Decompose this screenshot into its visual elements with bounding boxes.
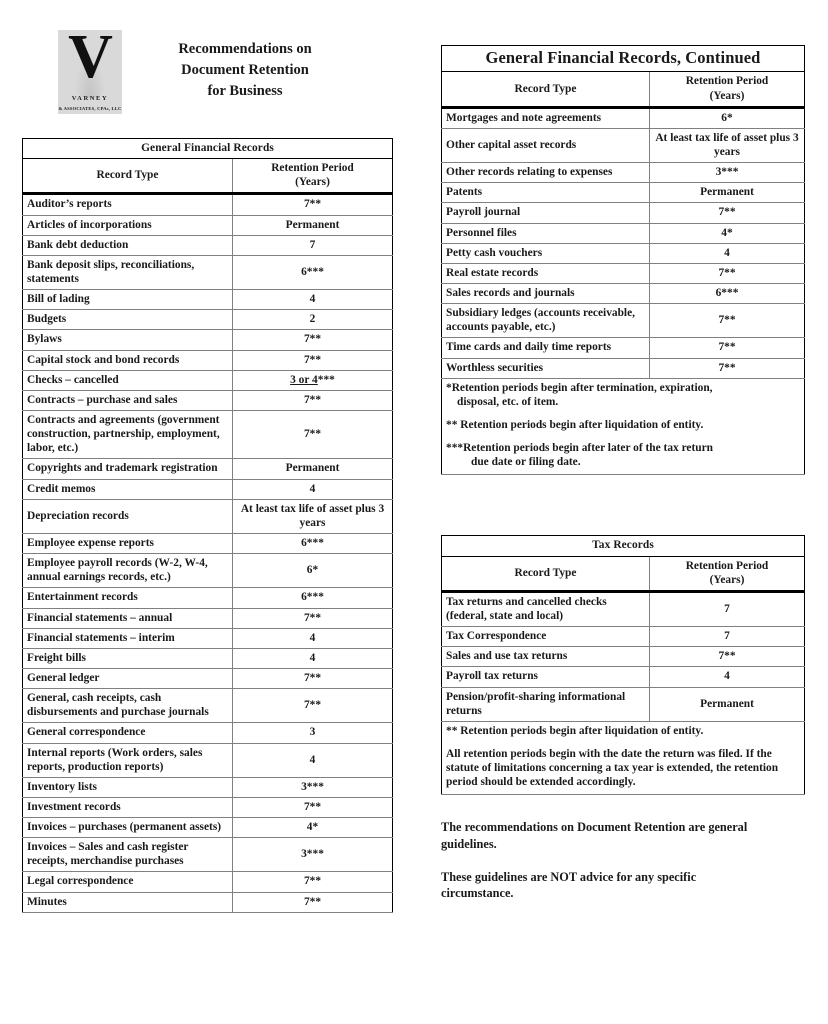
cell-retention-period: 3*** [650, 163, 805, 183]
cell-retention-period: Permanent [233, 459, 393, 479]
header-retention-period [650, 556, 805, 591]
table-row [442, 223, 805, 243]
cell-retention-period: 7 [233, 235, 393, 255]
cell-retention-period: 4* [650, 223, 805, 243]
cell-record-type: Budgets [23, 310, 233, 330]
header-retention-line2: (Years) [295, 176, 330, 189]
cell-retention-period: 6*** [233, 588, 393, 608]
tables-gap [441, 475, 804, 535]
cell-record-type: Bank debt deduction [23, 235, 233, 255]
footnote-triple-line2: due date or filing date. [471, 456, 581, 469]
closing-note [441, 819, 771, 901]
cell-record-type: Bill of lading [23, 290, 233, 310]
table-tax-title: Tax Records [442, 536, 805, 556]
table-row [23, 838, 393, 872]
table-row [442, 667, 805, 687]
cell-record-type: Entertainment records [23, 588, 233, 608]
masthead [22, 30, 392, 138]
cell-record-type: Capital stock and bond records [23, 350, 233, 370]
cell-record-type: Bylaws [23, 330, 233, 350]
table-row [442, 627, 805, 647]
table-general-header-row [23, 159, 393, 194]
table-row [23, 628, 393, 648]
cell-retention-period: At least tax life of asset plus 3 years [650, 128, 805, 162]
header-retention-line2: (Years) [709, 573, 745, 586]
cell-record-type: Mortgages and note agreements [442, 107, 650, 128]
cell-retention-period: 7** [233, 330, 393, 350]
table-row [442, 591, 805, 626]
table-row [23, 255, 393, 289]
footnote-single-line2: disposal, etc. of item. [457, 395, 559, 408]
table-row [23, 310, 393, 330]
table-row [442, 107, 805, 128]
cell-record-type: Copyrights and trademark registration [23, 459, 233, 479]
header-record-type: Record Type [442, 72, 650, 107]
cell-record-type: Contracts and agreements (government construction, partnership, employment, labor, etc.) [23, 410, 233, 458]
cell-retention-period: 7 [650, 591, 805, 626]
cell-retention-period: 3*** [233, 777, 393, 797]
cell-record-type: General correspondence [23, 723, 233, 743]
table-row [442, 243, 805, 263]
table-row [23, 215, 393, 235]
cell-retention-period: Permanent [233, 215, 393, 235]
cell-record-type: Minutes [23, 892, 233, 912]
cell-retention-period: 4 [233, 628, 393, 648]
cell-record-type: Petty cash vouchers [442, 243, 650, 263]
table-continued-footnote-row [442, 378, 805, 475]
table-row [23, 892, 393, 912]
logo-letter-v: V [68, 30, 112, 91]
table-row [442, 183, 805, 203]
cell-record-type: Payroll tax returns [442, 667, 650, 687]
cell-record-type: Auditor’s reports [23, 194, 233, 215]
table-general-title: General Financial Records [23, 139, 393, 159]
cell-retention-period: 7** [650, 647, 805, 667]
cell-retention-period: 7** [233, 410, 393, 458]
cell-record-type: Articles of incorporations [23, 215, 233, 235]
header-record-type: Record Type [23, 159, 233, 194]
table-row [23, 777, 393, 797]
table-row [23, 235, 393, 255]
table-row [23, 743, 393, 777]
cell-record-type: Checks – cancelled [23, 370, 233, 390]
table-row [23, 410, 393, 458]
cell-retention-period: 7 [650, 627, 805, 647]
footnote-double-asterisk: ** Retention periods begin after liquidation of entity. [446, 418, 704, 431]
table-continued-title: General Financial Records, Continued [442, 46, 805, 72]
cell-retention-period: 7** [650, 358, 805, 378]
table-row [442, 687, 805, 721]
cell-record-type: Depreciation records [23, 499, 233, 533]
cell-record-type: Bank deposit slips, reconciliations, statements [23, 255, 233, 289]
cell-retention-period: 7** [650, 263, 805, 283]
cell-record-type: Investment records [23, 797, 233, 817]
table-row [23, 723, 393, 743]
cell-retention-period: 7** [233, 390, 393, 410]
table-row [23, 608, 393, 628]
footnote-single-asterisk [446, 381, 800, 409]
logo-firm-sub: & ASSOCIATES, CPAs, LLC [58, 106, 122, 111]
cell-record-type: Payroll journal [442, 203, 650, 223]
table-row [23, 290, 393, 310]
table-row [23, 370, 393, 390]
table-row [23, 194, 393, 215]
cell-retention-period: 7** [233, 689, 393, 723]
cell-record-type: Invoices – purchases (permanent assets) [23, 818, 233, 838]
header-retention-line2: (Years) [709, 89, 745, 102]
cell-retention-period: 4 [650, 243, 805, 263]
table-row [23, 390, 393, 410]
table-general-body [23, 139, 393, 194]
closing-line-2: These guidelines are NOT advice for any specific circumstance. [441, 869, 697, 901]
footnote-triple-asterisk [446, 441, 800, 469]
table-row [23, 554, 393, 588]
cell-retention-period: Permanent [650, 687, 805, 721]
table-tax-records [441, 535, 805, 795]
cell-record-type: Other records relating to expenses [442, 163, 650, 183]
cell-record-type: Financial statements – interim [23, 628, 233, 648]
table-row [23, 872, 393, 892]
cell-record-type: Tax returns and cancelled checks (federal, state and local) [442, 591, 650, 626]
table-continued-footnotes-body [442, 378, 805, 475]
table-row [23, 533, 393, 553]
cell-retention-period: 6* [233, 554, 393, 588]
cell-retention-period: 6* [650, 107, 805, 128]
table-row [442, 358, 805, 378]
cell-retention-period: Permanent [650, 183, 805, 203]
table-row [23, 479, 393, 499]
table-continued-rows [442, 107, 805, 378]
table-general-financial-records [22, 138, 393, 913]
cell-record-type: Time cards and daily time reports [442, 338, 650, 358]
cell-record-type: Real estate records [442, 263, 650, 283]
document-title-line1: Recommendations on [178, 41, 312, 57]
cell-record-type: Patents [442, 183, 650, 203]
table-row [442, 203, 805, 223]
cell-retention-period: 3 [233, 723, 393, 743]
tax-footnote-double-asterisk: ** Retention periods begin after liquidation of entity. [446, 724, 704, 737]
cell-retention-period: 7** [233, 872, 393, 892]
cell-retention-period: 7** [650, 203, 805, 223]
table-row [442, 647, 805, 667]
table-continued-body [442, 46, 805, 108]
header-retention-line1: Retention Period [271, 162, 354, 175]
table-tax-footnote-row [442, 721, 805, 795]
cell-retention-period: 7** [650, 338, 805, 358]
footnote-single-line1: *Retention periods begin after termination, expiration, [446, 381, 713, 394]
left-column [22, 30, 392, 913]
table-row [23, 350, 393, 370]
cell-retention-period: 6*** [650, 284, 805, 304]
closing-line-1: The recommendations on Document Retention are general guidelines. [441, 820, 748, 851]
table-continued-header-row [442, 72, 805, 107]
cell-record-type: Employee payroll records (W-2, W-4, annual earnings records, etc.) [23, 554, 233, 588]
tax-footnotes [442, 721, 805, 795]
cell-retention-period: 4 [650, 667, 805, 687]
table-general-continued [441, 45, 805, 475]
cell-retention-period: 7** [233, 892, 393, 912]
table-tax-header-row [442, 556, 805, 591]
cell-retention-period: 7** [233, 350, 393, 370]
cell-retention-period: 4 [233, 290, 393, 310]
cell-record-type: Pension/profit-sharing informational returns [442, 687, 650, 721]
table-tax-title-row [442, 536, 805, 556]
cell-retention-period: 7** [233, 668, 393, 688]
cell-retention-period: 6*** [233, 255, 393, 289]
table-general-rows [23, 194, 393, 912]
cell-retention-period: 4* [233, 818, 393, 838]
footnote-triple-line1: ***Retention periods begin after later of the tax return [446, 442, 714, 455]
table-row [442, 304, 805, 338]
table-row [442, 128, 805, 162]
underlined-value: 3 or 4 [290, 373, 318, 386]
cell-record-type: Employee expense reports [23, 533, 233, 553]
table-row [442, 284, 805, 304]
cell-record-type: Financial statements – annual [23, 608, 233, 628]
table-row [23, 330, 393, 350]
table-row [23, 499, 393, 533]
tax-footnote-all-periods: All retention periods begin with the date the return was filed. If the statute of limitations concerning a tax year is extended, the retention period should be extended accordingly. [446, 747, 779, 789]
table-continued-title-row [442, 46, 805, 72]
cell-record-type: Tax Correspondence [442, 627, 650, 647]
table-row [23, 689, 393, 723]
table-row [23, 668, 393, 688]
document-title-line3: for Business [207, 83, 283, 100]
document-title [140, 30, 350, 102]
cell-record-type: General, cash receipts, cash disbursements and purchase journals [23, 689, 233, 723]
table-row [442, 338, 805, 358]
table-row [23, 459, 393, 479]
cell-record-type: Subsidiary ledges (accounts receivable, accounts payable, etc.) [442, 304, 650, 338]
cell-retention-period: 7** [233, 797, 393, 817]
cell-record-type: Invoices – Sales and cash register receipts, merchandise purchases [23, 838, 233, 872]
cell-record-type: Legal correspondence [23, 872, 233, 892]
cell-retention-period: 4 [233, 648, 393, 668]
header-retention-line1: Retention Period [685, 559, 769, 572]
cell-retention-period: 2 [233, 310, 393, 330]
cell-record-type: General ledger [23, 668, 233, 688]
cell-retention-period: 7** [233, 608, 393, 628]
varney-logo [58, 30, 122, 114]
header-retention-period [233, 159, 393, 194]
table-row [442, 163, 805, 183]
table-row [23, 588, 393, 608]
cell-retention-period: At least tax life of asset plus 3 years [233, 499, 393, 533]
table-tax-rows [442, 591, 805, 721]
cell-record-type: Contracts – purchase and sales [23, 390, 233, 410]
table-row [23, 648, 393, 668]
cell-record-type: Sales and use tax returns [442, 647, 650, 667]
cell-record-type: Inventory lists [23, 777, 233, 797]
table-general-title-row [23, 139, 393, 159]
table-tax-body [442, 536, 805, 591]
right-column [441, 45, 804, 902]
cell-retention-period: 4 [233, 743, 393, 777]
table-row [23, 797, 393, 817]
cell-record-type: Other capital asset records [442, 128, 650, 162]
cell-record-type: Worthless securities [442, 358, 650, 378]
logo-firm-name: VARNEY [71, 95, 109, 102]
cell-retention-period: 3 or 4*** [233, 370, 393, 390]
document-title-line2: Document Retention [181, 62, 309, 79]
cell-retention-period: 7** [650, 304, 805, 338]
cell-record-type: Sales records and journals [442, 284, 650, 304]
cell-retention-period: 3*** [233, 838, 393, 872]
table-tax-footnotes-body [442, 721, 805, 795]
cell-retention-period: 4 [233, 479, 393, 499]
cell-record-type: Credit memos [23, 479, 233, 499]
continued-footnotes [442, 378, 805, 475]
cell-record-type: Internal reports (Work orders, sales reports, production reports) [23, 743, 233, 777]
cell-retention-period: 6*** [233, 533, 393, 553]
header-record-type: Record Type [442, 556, 650, 591]
cell-retention-period: 7** [233, 194, 393, 215]
cell-record-type: Freight bills [23, 648, 233, 668]
cell-record-type: Personnel files [442, 223, 650, 243]
header-retention-line1: Retention Period [685, 75, 769, 88]
table-row [442, 263, 805, 283]
table-row [23, 818, 393, 838]
header-retention-period [650, 72, 805, 107]
